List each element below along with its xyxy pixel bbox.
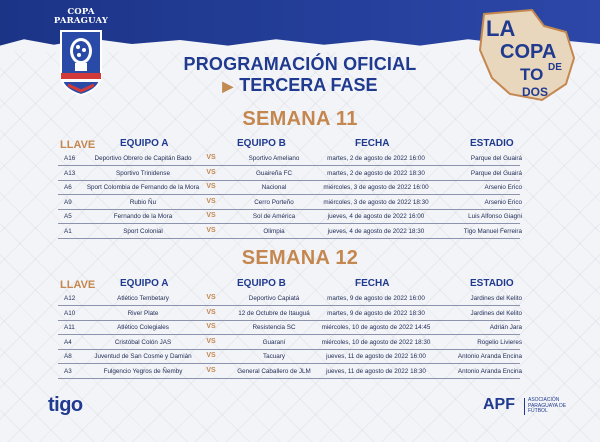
table-row	[58, 335, 520, 350]
table-row	[58, 195, 520, 210]
team-a-cell: Juventud de San Cosme y Damián	[94, 353, 192, 361]
table-row	[58, 364, 520, 379]
vs-label: VS	[206, 337, 216, 345]
vs-label: VS	[206, 197, 216, 205]
col-header-equipo-b: EQUIPO B	[237, 278, 286, 289]
table-row	[58, 320, 520, 335]
stadium-cell: Rogelio Livieres	[477, 338, 522, 346]
apf-subtitle: ASOCIACIÓN PARAGUAYA DE FÚTBOL	[524, 398, 574, 415]
team-b-cell: Sportivo Ameliano	[248, 155, 300, 162]
team-a-cell: Sportivo Trinidense	[116, 169, 170, 177]
page-subtitle	[0, 75, 600, 96]
llave-cell: A5	[64, 213, 72, 221]
team-b-cell: Resistencia SC	[252, 324, 296, 332]
team-a-cell: Sport Colombia de Fernando de la Mora	[86, 184, 200, 192]
col-header-equipo-b: EQUIPO B	[237, 138, 286, 149]
llave-cell: A12	[64, 295, 76, 302]
team-a-cell: Fulgencio Yegros de Ñemby	[103, 368, 183, 375]
date-cell: martes, 2 de agosto de 2022 18:30	[327, 169, 425, 177]
date-cell: martes, 9 de agosto de 2022 18:30	[327, 309, 425, 317]
llave-cell: A6	[64, 184, 72, 192]
week-11-title: SEMANA 11	[242, 108, 358, 130]
llave-cell: A1	[64, 228, 72, 235]
col-header-estadio: ESTADIO	[470, 278, 514, 289]
llave-cell: A16	[64, 155, 76, 162]
vs-label: VS	[206, 308, 216, 316]
llave-cell: A4	[64, 338, 72, 346]
stadium-cell: Arsenio Erico	[484, 184, 522, 192]
team-a-cell: Fernando de la Mora	[113, 213, 173, 221]
llave-cell: A9	[64, 198, 72, 206]
table-row	[58, 151, 520, 166]
llave-cell: A8	[64, 353, 72, 361]
col-header-fecha: FECHA	[355, 278, 390, 289]
date-cell: martes, 9 de agosto de 2022 16:00	[327, 295, 425, 302]
stadium-cell: Arsenio Erico	[484, 198, 522, 206]
logo-to: TO	[520, 65, 544, 84]
vs-label: VS	[206, 294, 216, 301]
col-header-equipo-a: EQUIPO A	[120, 138, 169, 149]
date-cell: jueves, 11 de agosto de 2022 18:30	[326, 368, 426, 375]
date-cell: miércoles, 3 de agosto de 2022 18:30	[323, 198, 429, 206]
subtitle-text: TERCERA FASE	[239, 75, 378, 95]
team-b-cell: Deportivo Capiatá	[248, 295, 300, 302]
table-row	[58, 224, 520, 239]
date-cell: miércoles, 3 de agosto de 2022 16:00	[323, 184, 429, 192]
team-a-cell: River Plate	[127, 309, 159, 317]
team-a-cell: Atlético Tembetary	[117, 295, 169, 302]
logo-copa: COPA	[500, 41, 557, 63]
date-cell: jueves, 4 de agosto de 2022 18:30	[327, 228, 425, 235]
date-cell: miércoles, 10 de agosto de 2022 14:45	[321, 324, 431, 332]
table-row	[58, 349, 520, 364]
vs-label: VS	[206, 323, 216, 331]
table-row	[58, 306, 520, 321]
team-b-cell: Olimpia	[263, 228, 285, 235]
llave-cell: A3	[64, 368, 72, 375]
date-cell: jueves, 11 de agosto de 2022 16:00	[326, 353, 426, 361]
stadium-cell: Adrián Jara	[489, 324, 522, 332]
date-cell: martes, 2 de agosto de 2022 16:00	[327, 155, 425, 162]
col-header-estadio: ESTADIO	[470, 138, 514, 149]
team-b-cell: General Caballero de JLM	[237, 368, 311, 375]
llave-cell: A13	[64, 169, 76, 177]
col-header-fecha: FECHA	[355, 138, 390, 149]
vs-label: VS	[206, 183, 216, 191]
stadium-cell: Jardines del Kelito	[470, 309, 522, 317]
table-row	[58, 291, 520, 306]
stadium-cell: Antonio Aranda Encina	[457, 368, 522, 375]
col-header-llave: LLAVE	[60, 139, 96, 151]
stadium-cell: Tigo Manuel Ferreira	[463, 228, 522, 235]
stadium-cell: Parque del Guairá	[470, 155, 522, 162]
llave-cell: A11	[64, 324, 75, 332]
page-title: PROGRAMACIÓN OFICIAL	[183, 54, 417, 74]
tigo-logo: tigo	[48, 394, 83, 416]
table-row	[58, 209, 520, 224]
team-b-cell: Tacuary	[262, 353, 286, 361]
team-a-cell: Rubio Ñu	[129, 198, 157, 206]
vs-label: VS	[206, 227, 216, 234]
vs-label: VS	[206, 352, 216, 360]
team-b-cell: Guaireña FC	[255, 169, 293, 177]
stadium-cell: Antonio Aranda Encina	[457, 353, 522, 361]
vs-label: VS	[206, 367, 216, 374]
date-cell: jueves, 4 de agosto de 2022 16:00	[327, 213, 425, 221]
crest-title: COPA PARAGUAY	[53, 7, 109, 26]
week-12-title: SEMANA 12	[241, 247, 359, 269]
col-header-equipo-a: EQUIPO A	[120, 278, 169, 289]
team-b-cell: Guaraní	[262, 338, 286, 346]
team-b-cell: Nacional	[261, 184, 287, 192]
stadium-cell: Parque del Guairá	[470, 169, 522, 177]
date-cell: miércoles, 10 de agosto de 2022 18:30	[321, 338, 431, 346]
table-row	[58, 180, 520, 195]
llave-cell: A10	[64, 309, 76, 317]
team-a-cell: Deportivo Obrero de Capitán Bado	[94, 155, 192, 162]
stadium-cell: Luis Alfonso Giagni	[468, 213, 522, 221]
team-b-cell: Sol de América	[252, 213, 296, 221]
col-header-llave: LLAVE	[60, 279, 96, 291]
logo-la: LA	[486, 16, 516, 41]
vs-label: VS	[206, 154, 216, 161]
team-a-cell: Cristóbal Colón JAS	[114, 338, 172, 346]
team-a-cell: Sport Colonial	[123, 228, 163, 235]
arrow-icon: ▶	[222, 78, 234, 94]
table-row	[58, 166, 520, 181]
team-b-cell: Cerro Porteño	[254, 198, 294, 206]
apf-logo: APF	[483, 396, 515, 413]
team-a-cell: Atlético Colegiales	[117, 324, 169, 332]
stadium-cell: Jardines del Kelito	[470, 295, 522, 302]
team-b-cell: 12 de Octubre de Itauguá	[238, 309, 310, 317]
logo-de: DE	[548, 62, 562, 73]
vs-label: VS	[206, 212, 216, 220]
vs-label: VS	[206, 168, 216, 176]
logo-dos: DOS	[522, 85, 549, 99]
